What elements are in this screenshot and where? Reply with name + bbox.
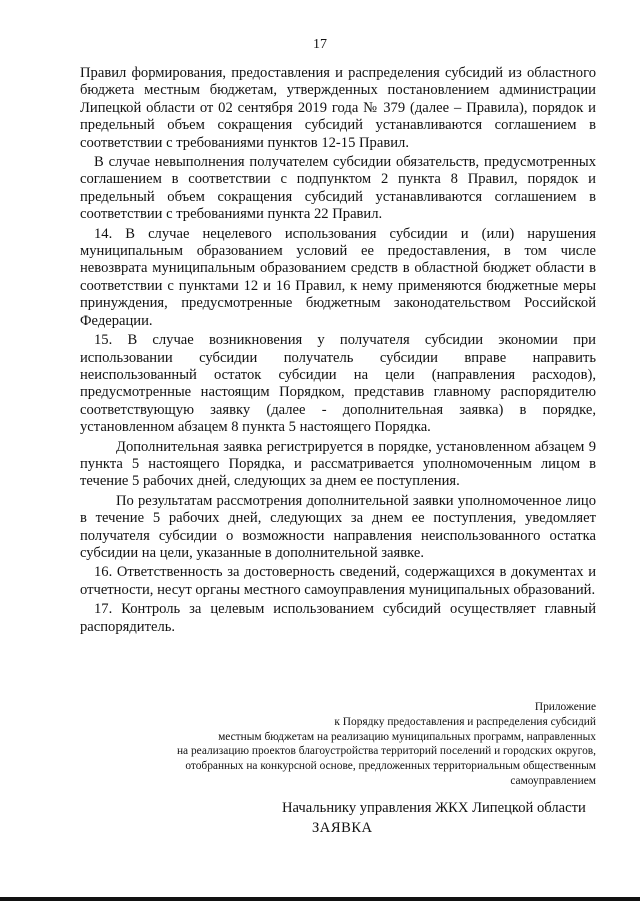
paragraph-review-results: По результатам рассмотрения дополнительной заявки уполномоченное лицо в течение 5 рабочих дней, следующих за днем ее поступления, уведомляет получателя субсидии о возможности направления неиспользованного остатка субсидии на цели, указанные в дополнительной заявке.: [80, 492, 596, 561]
page-number: 17: [313, 37, 327, 52]
paragraph-15: 15. В случае возникновения у получателя субсидии экономии при использовании субсидии получатель субсидии вправе направить неиспользованный остаток субсидии на цели (направления расходов), предусмотренные настоящим Порядком, представив главному распорядителю соответствующую заявку (далее - дополнительная заявка) в порядке, установленном абзацем 8 пункта 5 настоящего Порядка.: [80, 332, 596, 436]
page-bottom-edge: [0, 897, 640, 901]
appendix-line: на реализацию проектов благоустройства территорий поселений и городских округов,: [176, 745, 596, 758]
appendix-title: Приложение: [534, 701, 596, 713]
appendix-line: к Порядку предоставления и распределения субсидий: [334, 715, 596, 728]
paragraph-16: 16. Ответственность за достоверность сведений, содержащихся в документах и отчетности, несут органы местного самоуправления муниципальных образований.: [80, 564, 596, 598]
appendix-line: отобранных на конкурсной основе, предложенных территориальным общественным: [185, 760, 596, 773]
document-body: [80, 65, 596, 638]
appendix-line: самоуправлением: [510, 774, 596, 787]
paragraph-additional-request: Дополнительная заявка регистрируется в порядке, установленном абзацем 9 пункта 5 настоящего Порядка, и рассматривается уполномоченным лицом в течение 5 рабочих дней, следующих за днем ее поступления.: [80, 438, 596, 490]
paragraph-continuation: Правил формирования, предоставления и распределения субсидий из областного бюджета местным бюджетам, утвержденных постановлением администрации Липецкой области от 02 сентября 2019 года № 379 (далее – Правила), порядок и предельный объем сокращения субсидий устанавливаются соглашением в соответствии с требованиями пунктов 12-15 Правил.: [80, 65, 596, 151]
paragraph-nonfulfillment: В случае невыполнения получателем субсидии обязательств, предусмотренных соглашением в соответствии с подпунктом 2 пункта 8 Правил, порядок и предельный объем сокращения субсидий устанавливаются соглашением в соответствии с требованиями пункта 22 Правил.: [80, 154, 596, 223]
addressee: Начальнику управления ЖКХ Липецкой области: [282, 800, 586, 816]
paragraph-14: 14. В случае нецелевого использования субсидии и (или) нарушения муниципальным образованием условий ее предоставления, в том числе невозврата муниципальным образованием средств в областной бюджет области в соответствии с пунктами 12 и 16 Правил, к нему применяются бюджетные меры принуждения, предусмотренные бюджетным законодательством Российской Федерации.: [80, 225, 596, 329]
appendix-line: местным бюджетам на реализацию муниципальных программ, направленных: [218, 730, 596, 743]
paragraph-17: 17. Контроль за целевым использованием субсидий осуществляет главный распорядитель.: [80, 601, 596, 635]
appendix-block: [76, 700, 596, 789]
document-title: ЗАЯВКА: [312, 820, 373, 836]
